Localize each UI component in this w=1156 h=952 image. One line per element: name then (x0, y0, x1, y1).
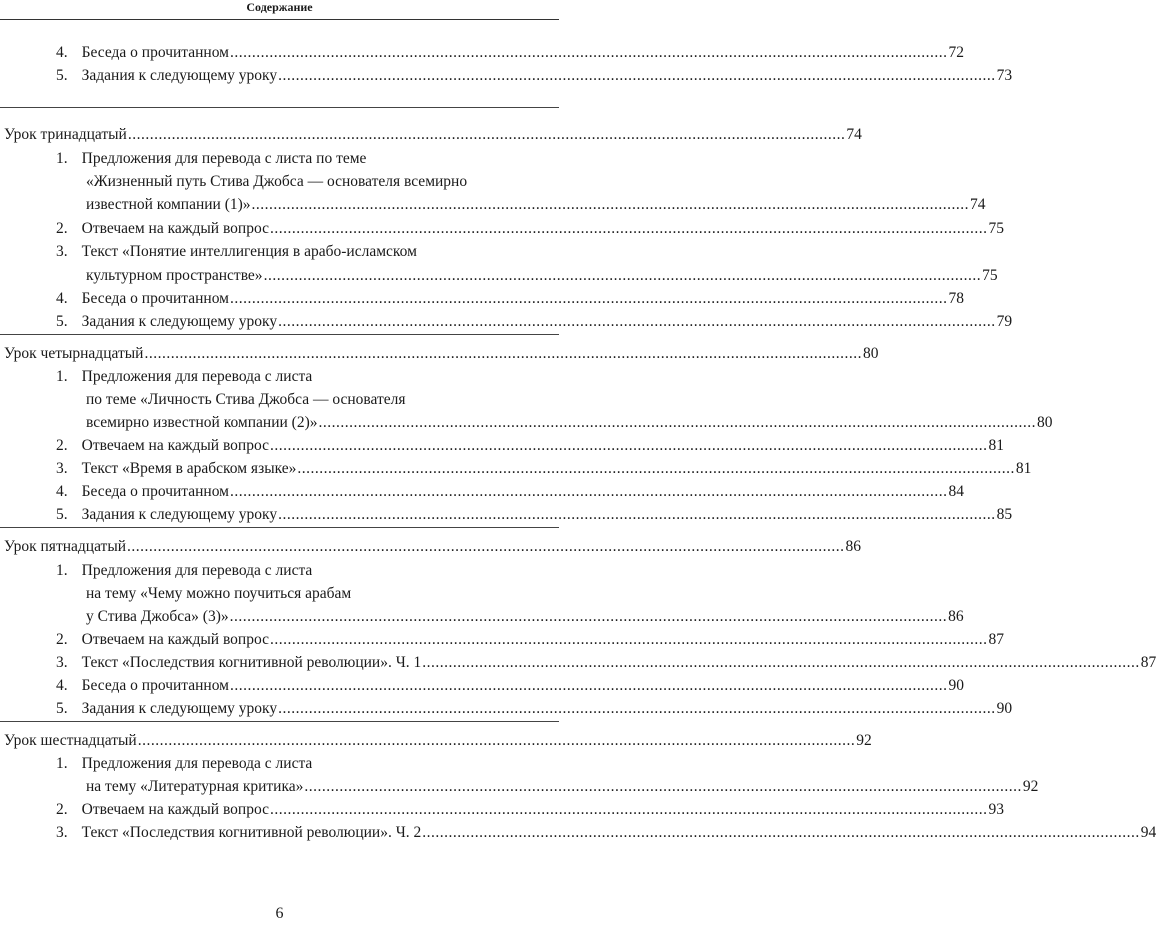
entry-number: 1. (56, 368, 68, 385)
entry-title: Задания к следующему уроку (81, 313, 278, 330)
entry-page: 86 (845, 538, 862, 555)
toc-entry (56, 436, 1004, 456)
entry-page: 80 (1037, 414, 1053, 431)
entry-title: Текст «Последствия когнитивной революции». Ч. 2 (81, 824, 422, 841)
leader-dots: .................................................................................................................................................................... (269, 437, 988, 454)
entry-title: Беседа о прочитанном (81, 483, 229, 500)
toc-entry (56, 754, 547, 774)
lesson-title: Урок тринадцатый (4, 126, 127, 143)
entry-title: Предложения для перевода с листа (81, 755, 313, 772)
entry-title-continuation: на тему «Чему можно поучиться арабам (86, 585, 352, 602)
entry-page: 81 (988, 437, 1004, 454)
entry-number: 2. (56, 437, 68, 454)
leader-dots: .................................................................................................................................................................... (144, 345, 862, 362)
entry-page: 75 (988, 220, 1004, 237)
leader-dots: .................................................................................................................................................................... (269, 801, 988, 818)
entry-page: 85 (996, 506, 1013, 523)
toc-entry (86, 195, 986, 215)
entry-title-continuation: культурном пространстве» (86, 267, 263, 284)
entry-number: 2. (56, 220, 68, 237)
entry-page: 79 (996, 313, 1013, 330)
entry-number: 4. (56, 290, 68, 307)
entry-title: Беседа о прочитанном (81, 290, 229, 307)
entry-title: Беседа о прочитанном (81, 44, 229, 61)
toc-entry (56, 505, 1013, 525)
entry-title: Предложения для перевода с листа по теме (81, 150, 367, 167)
entry-title: Беседа о прочитанном (81, 677, 229, 694)
entry-title-continuation: «Жизненный путь Стива Джобса — основателя всемирно (86, 173, 468, 190)
leader-dots: .................................................................................................................................................................... (251, 196, 970, 213)
toc-entry (56, 242, 547, 262)
entry-title-continuation: у Стива Джобса» (3)» (86, 608, 229, 625)
toc-entry (56, 676, 964, 696)
entry-title: Отвечаем на каждый вопрос (81, 631, 269, 648)
entry-page: 74 (846, 126, 862, 143)
entry-title: Текст «Время в арабском языке» (81, 460, 297, 477)
leader-dots: .................................................................................................................................................................... (297, 460, 1015, 477)
leader-dots: .................................................................................................................................................................... (304, 778, 1022, 795)
section-divider (0, 527, 559, 528)
toc-lesson-heading (4, 125, 862, 145)
entry-page: 86 (948, 608, 964, 625)
entry-number: 4. (56, 677, 68, 694)
entry-number: 3. (56, 654, 68, 671)
entry-page: 72 (948, 44, 964, 61)
entry-number: 5. (56, 67, 68, 84)
entry-number: 3. (56, 243, 68, 260)
leader-dots: .................................................................................................................................................................... (127, 538, 845, 555)
leader-dots: .................................................................................................................................................................... (269, 631, 988, 648)
entry-page: 78 (948, 290, 964, 307)
entry-number: 5. (56, 313, 68, 330)
entry-title: Отвечаем на каждый вопрос (81, 801, 269, 818)
toc-entry (86, 266, 998, 286)
entry-number: 2. (56, 631, 68, 648)
entry-number: 3. (56, 460, 68, 477)
entry-page: 73 (996, 67, 1013, 84)
toc-entry (56, 149, 547, 169)
entry-title: Предложения для перевода с листа (81, 368, 313, 385)
entry-number: 1. (56, 562, 68, 579)
entry-page: 74 (970, 196, 986, 213)
entry-page: 90 (996, 700, 1013, 717)
toc-entry (86, 607, 964, 627)
entry-title: Задания к следующему уроку (81, 506, 278, 523)
entry-number: 1. (56, 150, 68, 167)
toc-entry (56, 219, 1004, 239)
entry-number: 4. (56, 44, 68, 61)
entry-title-continuation: всемирно известной компании (2)» (86, 414, 318, 431)
entry-page: 75 (982, 267, 998, 284)
entry-title-continuation: на тему «Литературная критика» (86, 778, 304, 795)
leader-dots: .................................................................................................................................................................... (422, 654, 1140, 671)
leader-dots: .................................................................................................................................................................... (229, 677, 948, 694)
entry-title: Отвечаем на каждый вопрос (81, 437, 269, 454)
toc-lesson-heading (4, 731, 872, 751)
entry-number: 2. (56, 801, 68, 818)
toc-entry (56, 459, 1032, 479)
toc-entry (56, 312, 1013, 332)
leader-dots: .................................................................................................................................................................... (137, 732, 856, 749)
leader-dots: .................................................................................................................................................................... (278, 506, 996, 523)
leader-dots: .................................................................................................................................................................... (278, 700, 996, 717)
entry-page: 80 (862, 345, 879, 362)
entry-title-continuation: известной компании (1)» (86, 196, 251, 213)
toc-entry (56, 823, 1156, 843)
entry-number: 1. (56, 755, 68, 772)
leader-dots: .................................................................................................................................................................... (318, 414, 1036, 431)
toc-entry (56, 699, 1013, 719)
leader-dots: .................................................................................................................................................................... (422, 824, 1140, 841)
entry-title: Текст «Понятие интеллигенция в арабо-исламском (81, 243, 417, 260)
page-number: 6 (275, 905, 284, 922)
toc-lesson-heading (4, 537, 862, 557)
toc-entry (86, 777, 1039, 797)
toc-entry (56, 482, 964, 502)
toc-entry (56, 289, 964, 309)
entry-page: 92 (856, 732, 872, 749)
leader-dots: .................................................................................................................................................................... (278, 313, 996, 330)
section-divider (0, 721, 559, 722)
toc-entry (56, 66, 1013, 86)
running-header: Содержание (246, 0, 313, 14)
leader-dots: .................................................................................................................................................................... (229, 483, 948, 500)
entry-page: 84 (948, 483, 964, 500)
lesson-title: Урок четырнадцатый (4, 345, 144, 362)
toc-entry (56, 367, 547, 387)
entry-page: 87 (988, 631, 1004, 648)
entry-page: 87 (1140, 654, 1156, 671)
toc-entry (56, 561, 547, 581)
entry-number: 5. (56, 700, 68, 717)
entry-number: 4. (56, 483, 68, 500)
header-rule (0, 19, 559, 20)
toc-entry (56, 800, 1004, 820)
leader-dots: .................................................................................................................................................................... (263, 267, 982, 284)
toc-entry (56, 630, 1004, 650)
lesson-title: Урок пятнадцатый (4, 538, 127, 555)
entry-page: 81 (1015, 460, 1032, 477)
entry-page: 90 (948, 677, 964, 694)
entry-title: Задания к следующему уроку (81, 700, 278, 717)
leader-dots: .................................................................................................................................................................... (127, 126, 846, 143)
leader-dots: .................................................................................................................................................................... (229, 608, 948, 625)
toc-entry (86, 413, 1053, 433)
leader-dots: .................................................................................................................................................................... (269, 220, 988, 237)
entry-title: Задания к следующему уроку (81, 67, 278, 84)
entry-title-continuation: по теме «Личность Стива Джобса — основателя (86, 391, 406, 408)
leader-dots: .................................................................................................................................................................... (229, 290, 948, 307)
entry-number: 3. (56, 824, 68, 841)
section-divider (0, 334, 559, 335)
leader-dots: .................................................................................................................................................................... (229, 44, 948, 61)
leader-dots: .................................................................................................................................................................... (278, 67, 996, 84)
lesson-title: Урок шестнадцатый (4, 732, 137, 749)
toc-entry (56, 43, 964, 63)
entry-page: 94 (1140, 824, 1156, 841)
entry-number: 5. (56, 506, 68, 523)
section-divider (0, 107, 559, 108)
entry-title: Отвечаем на каждый вопрос (81, 220, 269, 237)
entry-title: Текст «Последствия когнитивной революции». Ч. 1 (81, 654, 422, 671)
toc-lesson-heading (4, 344, 879, 364)
entry-page: 92 (1022, 778, 1039, 795)
entry-page: 93 (988, 801, 1004, 818)
toc-entry (56, 653, 1156, 673)
entry-title: Предложения для перевода с листа (81, 562, 313, 579)
